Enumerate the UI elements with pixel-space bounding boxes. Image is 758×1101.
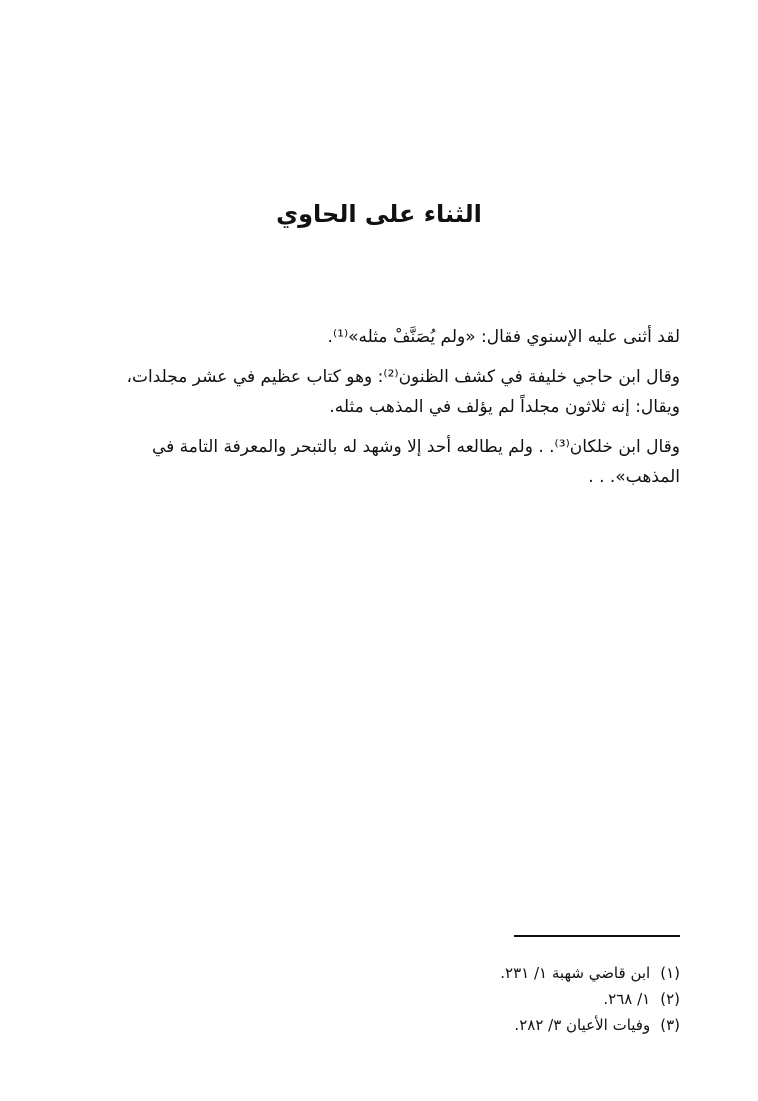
footnote-1 — [300, 960, 680, 986]
paragraph-line: المذهب». . . — [588, 467, 680, 487]
section-title: الثناء على الحاوي — [276, 200, 482, 228]
paragraph-line: لقد أثنى عليه الإسنوي فقال: «ولم يُصَنَّفْ مثله»⁽¹⁾. — [327, 327, 680, 347]
footnote-text: ١/ ٢٦٨. — [603, 990, 651, 1008]
paragraph-2 — [66, 362, 680, 422]
footnote-text: وفيات الأعيان ٣/ ٢٨٢. — [514, 1016, 651, 1034]
footnote-3 — [300, 1012, 680, 1038]
footnote-divider — [514, 935, 680, 937]
paragraph-line: وقال ابن حاجي خليفة في كشف الظنون⁽²⁾: وهو كتاب عظيم في عشر مجلدات، — [126, 367, 680, 387]
footnote-number: (٢) — [660, 990, 680, 1008]
paragraph-line: وقال ابن خلكان⁽³⁾. . ولم يطالعه أحد إلا وشهد له بالتبحر والمعرفة التامة في — [151, 437, 680, 457]
paragraph-3 — [66, 432, 680, 492]
footnote-number: (١) — [660, 964, 680, 982]
footnote-2 — [300, 986, 680, 1012]
footnotes — [300, 960, 680, 1038]
paragraph-1 — [66, 322, 680, 352]
paragraph-line: ويقال: إنه ثلاثون مجلداً لم يؤلف في المذهب مثله. — [329, 397, 680, 417]
footnote-text: ابن قاضي شهبة ١/ ٢٣١. — [500, 964, 651, 982]
footnote-number: (٣) — [660, 1016, 680, 1034]
body-text — [66, 322, 680, 502]
